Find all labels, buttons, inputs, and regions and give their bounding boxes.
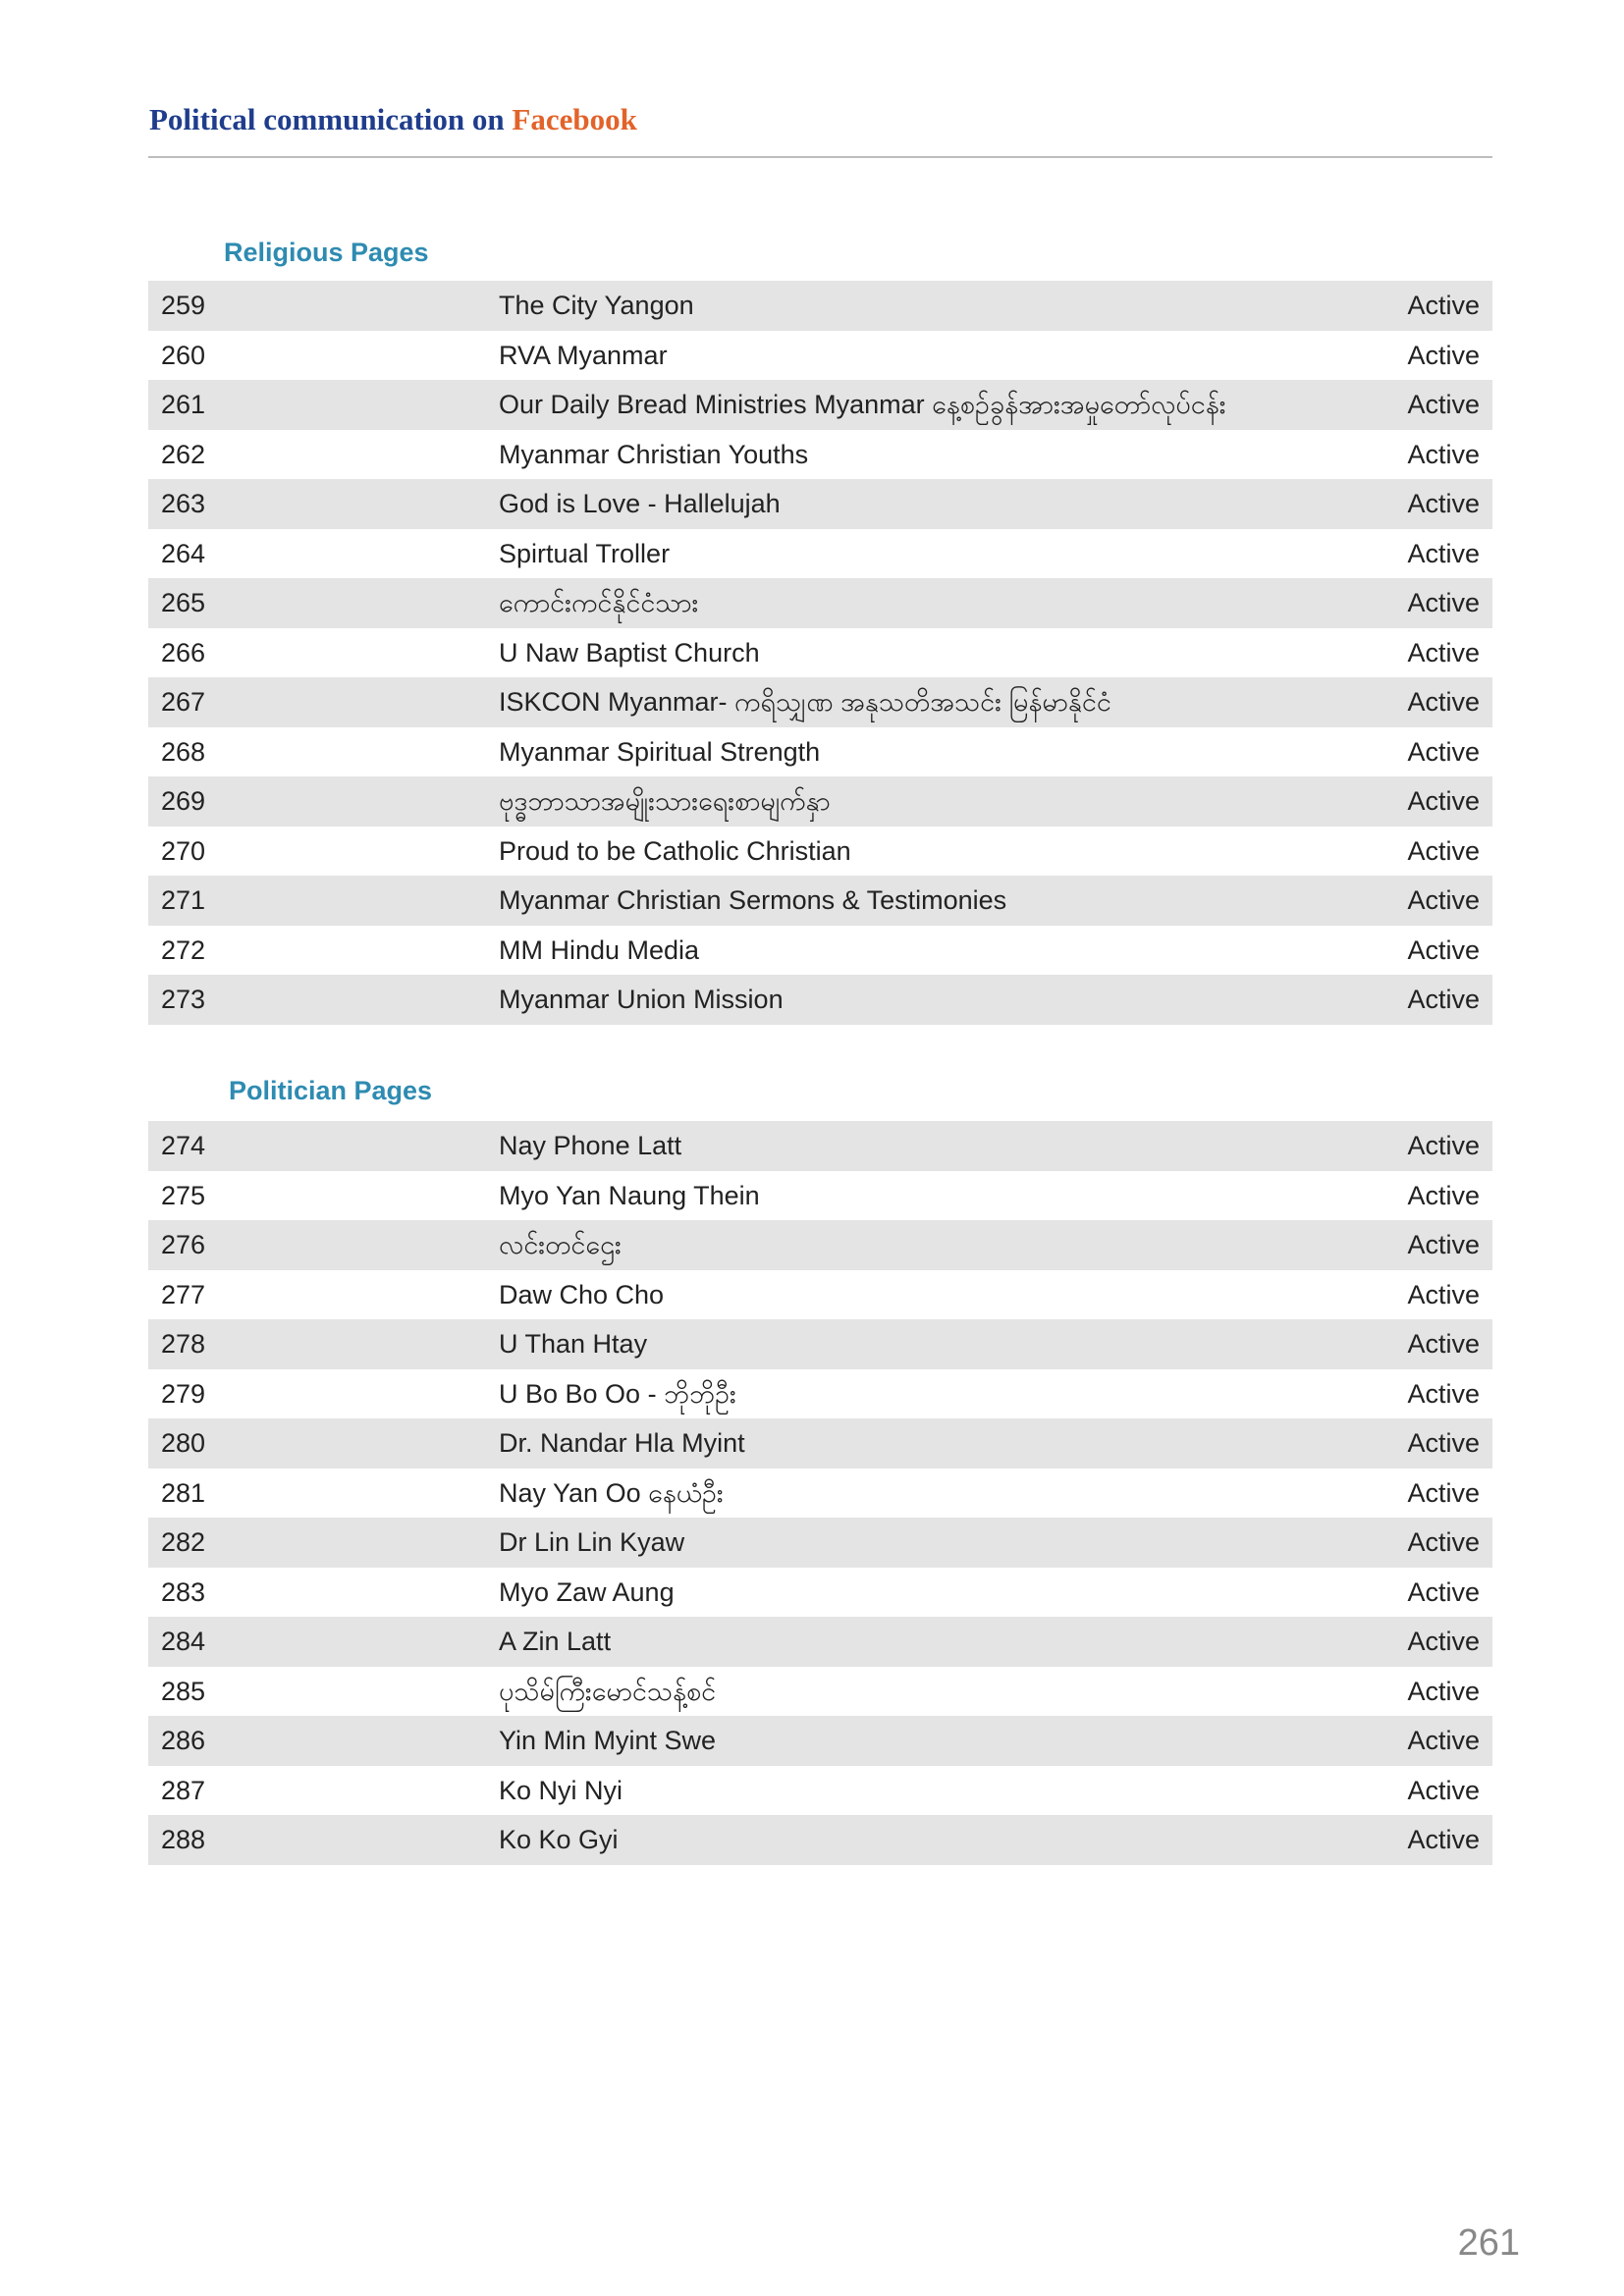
table-row [148,1418,1492,1468]
table-row [148,1319,1492,1369]
row-number: 288 [161,1825,206,1854]
page-name: Dr. Nandar Hla Myint [499,1428,745,1458]
page-name: Myo Zaw Aung [499,1576,675,1607]
table-row [148,1617,1492,1667]
status-label: Active [1407,1627,1480,1656]
page-number: 261 [1457,2222,1520,2264]
status-label: Active [1407,1378,1480,1409]
row-number: 269 [161,786,206,816]
page-name: A Zin Latt [499,1627,612,1656]
page-name: Proud to be Catholic Christian [499,835,851,866]
row-number: 283 [161,1576,206,1607]
table-row [148,827,1492,877]
page-name: Myo Yan Naung Thein [499,1180,760,1210]
table-row [148,1716,1492,1766]
row-number: 285 [161,1676,206,1706]
status-label: Active [1407,340,1480,370]
status-label: Active [1407,1676,1480,1706]
status-label: Active [1407,588,1480,617]
row-number: 262 [161,439,206,469]
table-row [148,926,1492,976]
row-number: 268 [161,736,206,767]
table-row [148,975,1492,1025]
status-label: Active [1407,1428,1480,1458]
row-number: 260 [161,340,206,370]
status-label: Active [1407,786,1480,816]
table-row [148,1667,1492,1717]
page-name: Myanmar Spiritual Strength [499,736,821,767]
row-number: 278 [161,1329,206,1359]
status-label: Active [1407,489,1480,518]
row-number: 287 [161,1775,206,1805]
status-label: Active [1407,1230,1480,1259]
religious-pages-table [148,281,1492,1025]
row-number: 273 [161,985,206,1014]
table-row [148,876,1492,926]
section-title-politician: Politician Pages [229,1076,433,1105]
header-title-facebook: Facebook [512,102,637,136]
row-number: 266 [161,637,206,667]
page-name: လင်းတင်ဌေး [499,1230,622,1259]
table-row [148,1369,1492,1419]
section-title-religious: Religious Pages [224,238,429,267]
page-name: Dr Lin Lin Kyaw [499,1527,685,1557]
table-row [148,1220,1492,1270]
status-label: Active [1407,1131,1480,1160]
page-name: Yin Min Myint Swe [499,1726,717,1755]
status-label: Active [1407,1477,1480,1508]
row-number: 267 [161,687,206,717]
page-name: MM Hindu Media [499,934,700,965]
table-row [148,529,1492,579]
status-label: Active [1407,1279,1480,1309]
status-label: Active [1407,985,1480,1014]
page-name: Ko Nyi Nyi [499,1775,623,1805]
page-name: Nay Phone Latt [499,1131,682,1160]
row-number: 284 [161,1627,206,1656]
page-name: God is Love - Hallelujah [499,489,781,518]
table-row [148,1171,1492,1221]
page-name: Myanmar Union Mission [499,985,784,1014]
table-row [148,281,1492,331]
page-name: Our Daily Bread Ministries Myanmar နေ့စဉ်ခွန်အားအမှုတော်လုပ်ငန်း [499,390,1226,419]
row-number: 279 [161,1378,206,1409]
page-name: U Bo Bo Oo - ဘိုဘိုဦး [499,1378,736,1409]
politician-pages-table [148,1121,1492,1865]
status-label: Active [1407,291,1480,320]
row-number: 259 [161,291,206,320]
table-row [148,1766,1492,1816]
row-number: 263 [161,489,206,518]
table-row [148,331,1492,381]
page-name: Ko Ko Gyi [499,1825,619,1854]
table-row [148,578,1492,628]
table-row [148,1468,1492,1519]
header-title-main: Political communication on [149,102,513,136]
status-label: Active [1407,736,1480,767]
status-label: Active [1407,1726,1480,1755]
table-row [148,776,1492,827]
page-name: U Naw Baptist Church [499,637,760,667]
row-number: 271 [161,885,206,915]
page-name: Nay Yan Oo နေယံဦး [499,1477,724,1508]
status-label: Active [1407,637,1480,667]
page-name: ပုသိမ်ကြီးမောင်သန့်စင် [499,1676,717,1706]
status-label: Active [1407,1329,1480,1359]
page-name: Daw Cho Cho [499,1279,665,1309]
header-divider [148,156,1492,158]
status-label: Active [1407,1825,1480,1854]
table-row [148,1121,1492,1171]
row-number: 275 [161,1180,206,1210]
row-number: 286 [161,1726,206,1755]
table-row [148,1270,1492,1320]
page-name: The City Yangon [499,291,694,320]
table-row [148,430,1492,480]
status-label: Active [1407,1775,1480,1805]
status-label: Active [1407,1576,1480,1607]
table-row [148,677,1492,727]
status-label: Active [1407,538,1480,568]
table-row [148,380,1492,430]
status-label: Active [1407,934,1480,965]
row-number: 274 [161,1131,206,1160]
status-label: Active [1407,390,1480,419]
page-name: RVA Myanmar [499,340,668,370]
status-label: Active [1407,1180,1480,1210]
status-label: Active [1407,835,1480,866]
status-label: Active [1407,439,1480,469]
table-row [148,1518,1492,1568]
page-name: Myanmar Christian Sermons & Testimonies [499,885,1007,915]
table-row [148,1815,1492,1865]
row-number: 261 [161,390,206,419]
status-label: Active [1407,687,1480,717]
row-number: 272 [161,934,206,965]
page-name: ISKCON Myanmar- ကရိသျှဏ အနုသတိအသင်း မြန်မာနိုင်ငံ [499,687,1111,717]
row-number: 282 [161,1527,206,1557]
row-number: 276 [161,1230,206,1259]
row-number: 281 [161,1477,206,1508]
page-name: Myanmar Christian Youths [499,439,809,469]
page-header-title [149,102,637,137]
row-number: 280 [161,1428,206,1458]
row-number: 270 [161,835,206,866]
status-label: Active [1407,1527,1480,1557]
table-row [148,479,1492,529]
page-name: ကောင်းကင်နိုင်ငံသား [499,588,699,617]
page-name: U Than Htay [499,1329,648,1359]
row-number: 277 [161,1279,206,1309]
row-number: 264 [161,538,206,568]
table-row [148,628,1492,678]
status-label: Active [1407,885,1480,915]
row-number: 265 [161,588,206,617]
page-name: Spirtual Troller [499,538,671,568]
page-name: ဗုဒ္ဓဘာသာအမျိုးသားရေးစာမျက်နှာ [499,786,831,816]
table-row [148,1568,1492,1618]
table-row [148,727,1492,777]
